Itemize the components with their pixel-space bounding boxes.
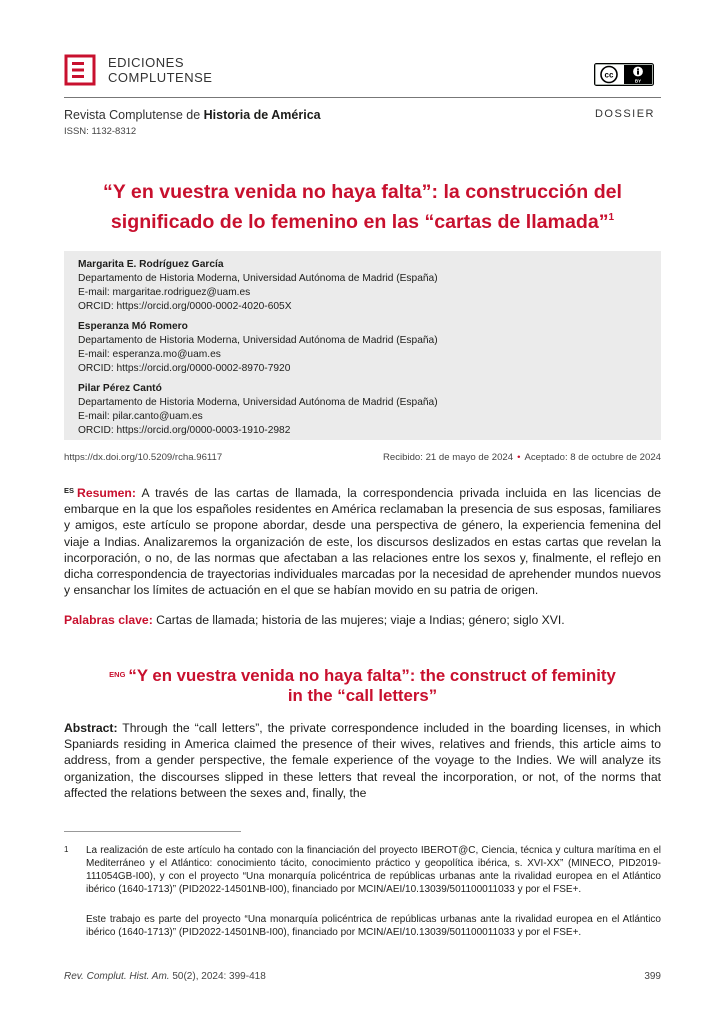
ediciones-complutense-logo-icon xyxy=(64,54,96,86)
keywords-es-lead: Palabras clave: xyxy=(64,613,153,627)
footnote-text: Este trabajo es parte del proyecto “Una monarquía policéntrica de repúblicas urbanas ante la rivalidad europea en el Atlántico ibérico (1640-1713)” (PID2022-14501NB-I00), financiado por MCIN/AEI/10.13039/501100011033 y por el FSE+. xyxy=(86,914,661,938)
author-email[interactable]: E-mail: esperanza.mo@uam.es xyxy=(78,349,221,360)
article-title-line2: significado de lo femenino en las “cartas de llamada” xyxy=(110,211,609,233)
journal-name-prefix: Revista Complutense de xyxy=(64,108,204,122)
footnote-divider xyxy=(64,831,241,832)
article-title xyxy=(40,180,685,235)
author-affiliation: Departamento de Historia Moderna, Universidad Autónoma de Madrid (España) xyxy=(78,397,438,408)
page-number: 399 xyxy=(644,971,661,982)
author-block xyxy=(78,258,647,314)
author-name: Pilar Pérez Cantó xyxy=(78,383,162,394)
publisher-name-line1: EDICIONES xyxy=(108,55,185,70)
authors-box xyxy=(64,251,661,440)
citation-journal: Rev. Complut. Hist. Am. xyxy=(64,971,170,982)
date-separator: • xyxy=(517,452,521,463)
author-affiliation: Departamento de Historia Moderna, Universidad Autónoma de Madrid (España) xyxy=(78,335,438,346)
license-label: BY xyxy=(634,78,642,84)
author-orcid[interactable]: ORCID: https://orcid.org/0000-0003-1910-2982 xyxy=(78,425,291,436)
author-orcid[interactable]: ORCID: https://orcid.org/0000-0002-4020-605X xyxy=(78,301,292,312)
cc-by-license-badge[interactable] xyxy=(594,63,654,86)
abstract-en-text: Through the “call letters”, the private correspondence included in the boarding licenses, in which Spaniards residing in America claimed the presence of their wives, relatives and friends, this article aims to address, from a gender perspective, the female experience of the voyage to the Indies. We will analyze its organization, the discourses slipped in these letters that reveal the incorporation, or not, of the norms that affected the relations between the sexes and, finally, the xyxy=(64,721,661,800)
keywords-es-text: Cartas de llamada; historia de las mujeres; viaje a Indias; género; siglo XVI. xyxy=(156,613,565,627)
author-affiliation: Departamento de Historia Moderna, Universidad Autónoma de Madrid (España) xyxy=(78,273,438,284)
abstract-es-lead: Resumen: xyxy=(77,486,136,500)
title-footnote-mark[interactable]: 1 xyxy=(608,212,615,223)
citation-details: 50(2), 2024: 399-418 xyxy=(169,971,266,982)
author-email[interactable]: E-mail: pilar.canto@uam.es xyxy=(78,411,203,422)
svg-text:cc: cc xyxy=(604,70,614,80)
abstract-en xyxy=(64,720,661,801)
section-label: DOSSIER xyxy=(594,108,655,120)
publisher-block xyxy=(64,54,212,86)
publisher-name xyxy=(108,55,212,85)
issn: ISSN: 1132-8312 xyxy=(64,126,137,137)
author-name: Margarita E. Rodríguez García xyxy=(78,259,224,270)
cc-by-icon xyxy=(594,63,654,86)
abstract-es xyxy=(64,483,661,598)
abstract-es-text: A través de las cartas de llamada, la correspondencia privada incluida en las licencias de embarque en la que los españoles residentes en América reclamaban la presencia de sus esposas, familiares y amigos, este artículo se propone abordar, desde una perspectiva de género, la experiencia femenina del viaje a Indias. Analizaremos la organización de este, los discursos deslizados en estas cartas que revelan la incorporación, o no, de las normas que afectaban a las relaciones entre los sexos y, finalmente, el reflejo en dicha correspondencia de trayectorias individuales marcadas por la necesidad de aprehender mundos nuevos y ensanchar los límites de actuación en el que se habían movido en su patria de origen. xyxy=(64,486,661,598)
accepted-date: Aceptado: 8 de octubre de 2024 xyxy=(524,452,661,463)
footnote-mark: 1 xyxy=(64,845,69,854)
title-en xyxy=(64,665,661,706)
lang-tag-eng: ENG xyxy=(109,670,126,679)
author-orcid[interactable]: ORCID: https://orcid.org/0000-0002-8970-7920 xyxy=(78,363,291,374)
author-block xyxy=(78,382,647,438)
article-title-line1: “Y en vuestra venida no haya falta”: la construcción del xyxy=(102,181,623,203)
footnote-text: La realización de este artículo ha contado con la financiación del proyecto IBEROT@C, Ciencia, técnica y cultura marítima en el Mediterráneo y el Atlántico: conocimiento tácito, conocimiento práctico y geopolítica ibérica, s. XVI-XX” (MINECO, PID2019-111054GB-I00), y con el proyecto “Una monarquía policéntrica de repúblicas urbanas ante la rivalidad europea en el Atlántico ibérico (1640-1713)” (PID2022-14501NB-I00), financiado por MCIN/AEI/10.13039/501100011033 y por el FSE+. xyxy=(86,845,661,895)
abstract-en-lead: Abstract: xyxy=(64,721,118,735)
citation-footer xyxy=(64,971,266,982)
author-name: Esperanza Mó Romero xyxy=(78,321,188,332)
lang-tag-es: ES xyxy=(64,486,75,495)
author-email[interactable]: E-mail: margaritae.rodriguez@uam.es xyxy=(78,287,251,298)
header-divider xyxy=(64,97,661,98)
publisher-name-line2: COMPLUTENSE xyxy=(108,70,213,85)
doi-link[interactable]: https://dx.doi.org/10.5209/rcha.96117 xyxy=(64,452,223,463)
title-en-line1: “Y en vuestra venida no haya falta”: the construct of feminity xyxy=(128,666,616,685)
article-dates xyxy=(383,452,661,463)
received-date: Recibido: 21 de mayo de 2024 xyxy=(382,452,514,463)
journal-name-bold: Historia de América xyxy=(203,108,321,122)
keywords-es xyxy=(64,612,661,628)
author-block xyxy=(78,320,647,376)
journal-name xyxy=(64,108,321,122)
title-en-line2: in the “call letters” xyxy=(287,686,438,705)
